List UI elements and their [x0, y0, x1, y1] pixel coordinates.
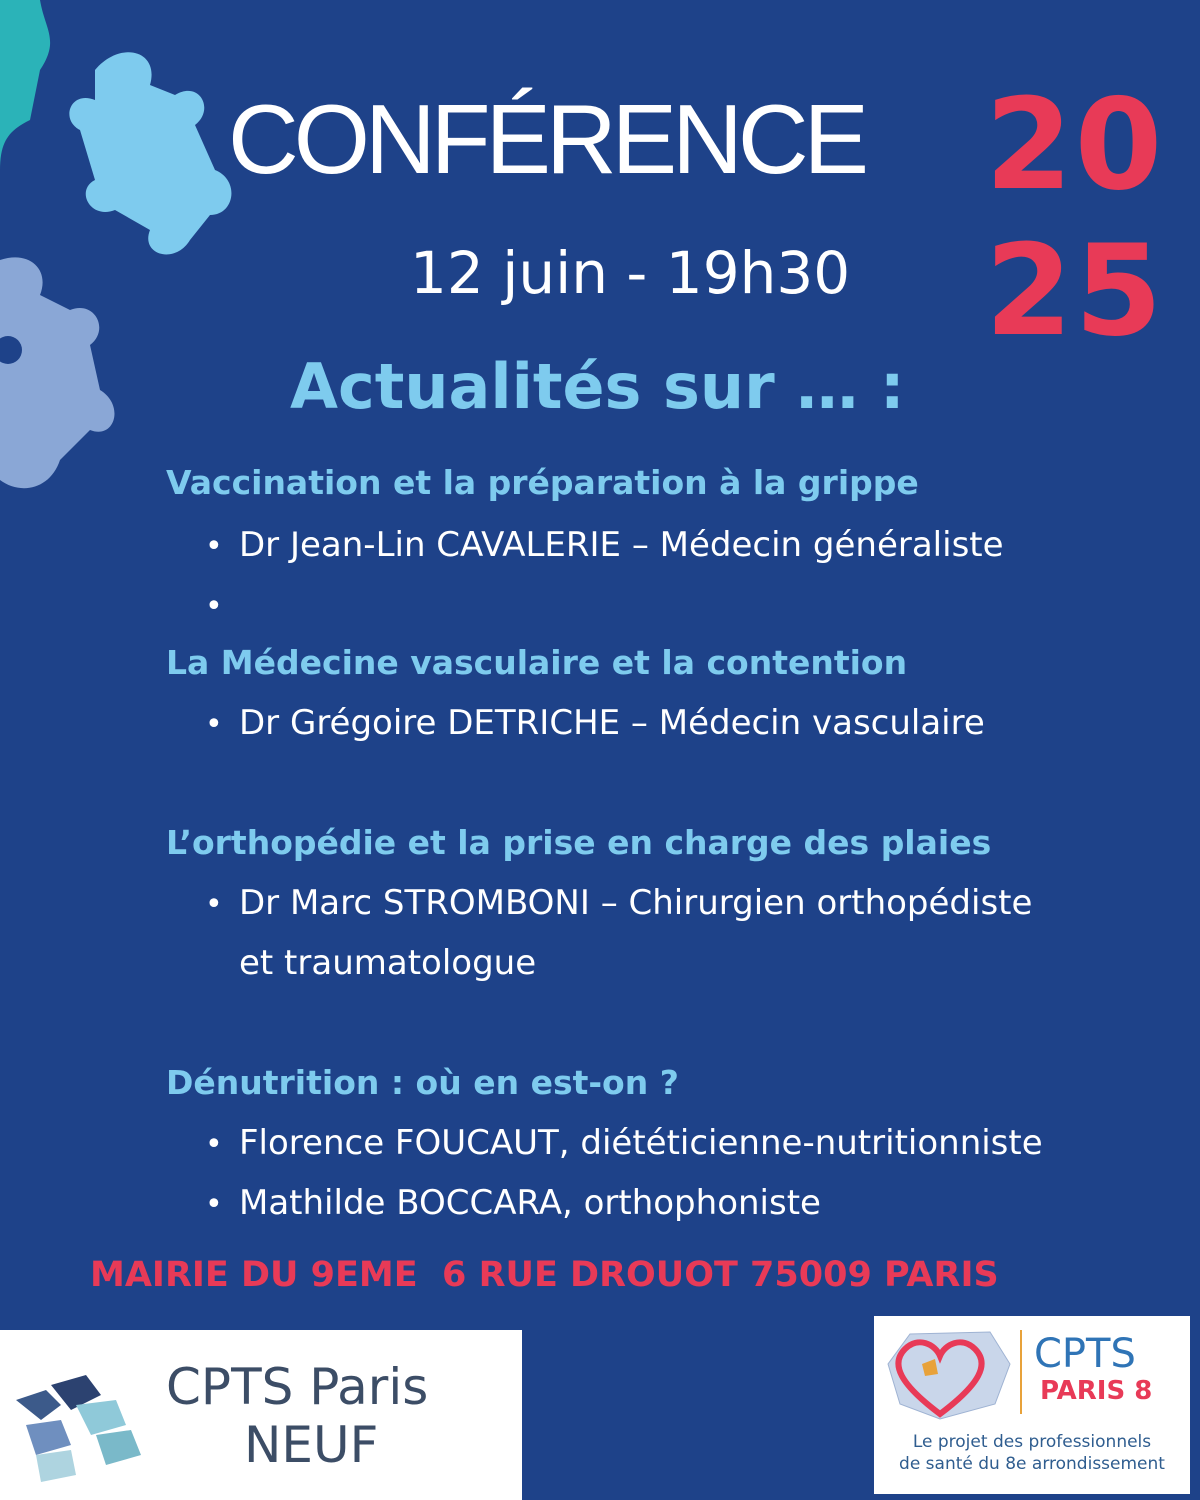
bullet-icon: • [205, 887, 223, 922]
bullet-icon: • [205, 1187, 223, 1222]
logo-right-tagline2: de santé du 8e arrondissement [899, 1454, 1165, 1474]
bullet-icon: • [205, 1127, 223, 1162]
speaker-item [205, 703, 985, 743]
speaker-text: Dr Jean-Lin CAVALERIE – Médecin généraliste [239, 525, 1004, 565]
bullet-icon: • [205, 529, 223, 564]
logo-divider [1020, 1330, 1022, 1414]
topic-title: L’orthopédie et la prise en charge des plaies [166, 823, 992, 862]
speaker-text: Mathilde BOCCARA, orthophoniste [239, 1183, 821, 1223]
logo-left-line2: NEUF [244, 1416, 379, 1474]
cpts-paris-neuf-logo [0, 1330, 522, 1500]
speaker-text: Dr Marc STROMBONI – Chirurgien orthopédiste [239, 883, 1033, 923]
year-bottom-digits: 25 [985, 217, 1165, 364]
topic-title: Vaccination et la préparation à la grippe [166, 463, 919, 502]
bullet-icon: • [205, 589, 223, 624]
puzzle-logo-icon [6, 1360, 156, 1490]
speaker-text: Dr Grégoire DETRICHE – Médecin vasculaire [239, 703, 985, 743]
speaker-item [205, 525, 1004, 565]
logo-right-line1: CPTS [1034, 1331, 1136, 1377]
puzzle-pieces-decoration [0, 0, 260, 520]
event-date-time: 12 juin - 19h30 [410, 239, 851, 307]
heart-map-icon [880, 1324, 1016, 1424]
speaker-item [205, 1123, 1043, 1163]
logo-left-line1: CPTS Paris [166, 1358, 429, 1416]
speaker-item-empty [205, 588, 239, 622]
logo-right-line2: PARIS 8 [1040, 1376, 1153, 1406]
topic-title: Dénutrition : où en est-on ? [166, 1063, 679, 1102]
cpts-paris-8-logo [874, 1316, 1190, 1494]
logo-right-tagline1: Le projet des professionnels [912, 1432, 1152, 1452]
bullet-icon: • [205, 707, 223, 742]
speaker-item [205, 1183, 821, 1223]
conference-title: CONFÉRENCE [228, 84, 865, 194]
subtitle-heading: Actualités sur … : [290, 350, 905, 423]
year-top-digits: 20 [985, 71, 1165, 218]
speaker-text-continuation: et traumatologue [239, 943, 537, 983]
speaker-item [205, 883, 1033, 923]
speaker-text: Florence FOUCAUT, diététicienne-nutritionniste [239, 1123, 1043, 1163]
venue-address: MAIRIE DU 9EME 6 RUE DROUOT 75009 PARIS [90, 1255, 999, 1295]
topic-title: La Médecine vasculaire et la contention [166, 643, 908, 682]
